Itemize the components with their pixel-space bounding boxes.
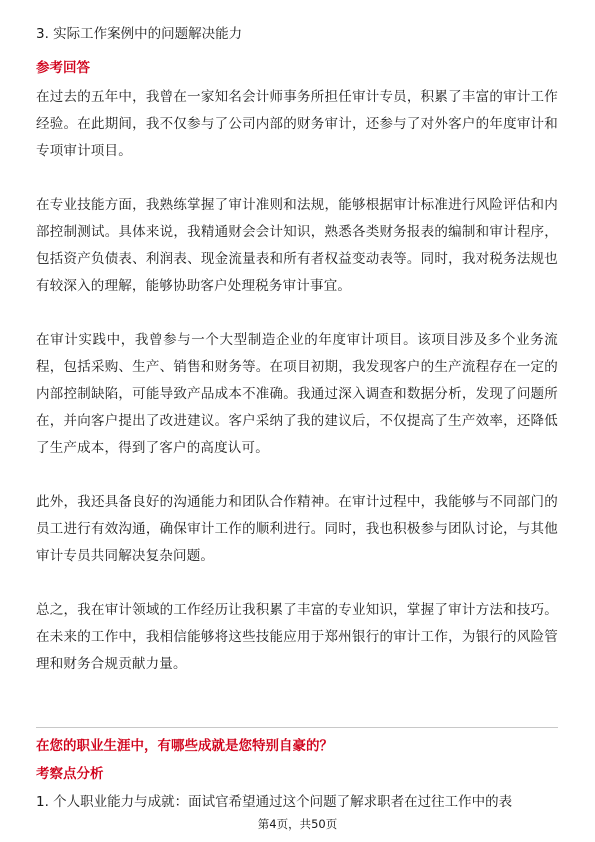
reference-answer-body	[36, 84, 558, 705]
analysis-label: 考察点分析	[36, 766, 104, 782]
answer-paragraph: 在过去的五年中，我曾在一家知名会计师事务所担任审计专员，积累了丰富的审计工作经验。在此期间，我不仅参与了公司内部的财务审计，还参与了对外客户的年度审计和专项审计项目。	[36, 89, 558, 159]
answer-paragraph: 总之，我在审计领域的工作经历让我积累了丰富的专业知识，掌握了审计方法和技巧。在未来的工作中，我相信能够将这些技能应用于郑州银行的审计工作，为银行的风险管理和财务合规贡献力量。	[36, 602, 558, 672]
page-footer: 第4页，共50页	[257, 817, 338, 831]
answer-paragraph: 此外，我还具备良好的沟通能力和团队合作精神。在审计过程中，我能够与不同部门的员工进行有效沟通，确保审计工作的顺利进行。同时，我也积极参与团队讨论，与其他审计专员共同解决复杂问题。	[36, 494, 558, 564]
interview-question: 在您的职业生涯中，有哪些成就是您特别自豪的？	[36, 738, 333, 754]
answer-paragraph: 在专业技能方面，我熟练掌握了审计准则和法规，能够根据审计标准进行风险评估和内部控制测试。具体来说，我精通财会会计知识，熟悉各类财务报表的编制和审计程序，包括资产负债表、利润表、现金流量表和所有者权益变动表等。同时，我对税务法规也有较深入的理解，能够协助客户处理税务审计事宜。	[36, 197, 558, 294]
reference-answer-label: 参考回答	[36, 60, 90, 76]
section-heading: 3. 实际工作案例中的问题解决能力	[36, 26, 243, 42]
answer-paragraph: 在审计实践中，我曾参与一个大型制造企业的年度审计项目。该项目涉及多个业务流程，包括采购、生产、销售和财务等。在项目初期，我发现客户的生产流程存在一定的内部控制缺陷，可能导致产品成本不准确。我通过深入调查和数据分析，发现了问题所在，并向客户提出了改进建议。客户采纳了我的建议后，不仅提高了生产效率，还降低了生产成本，得到了客户的高度认可。	[36, 332, 558, 456]
analysis-item: 1. 个人职业能力与成就：面试官希望通过这个问题了解求职者在过往工作中的表	[36, 794, 513, 810]
section-divider	[36, 727, 558, 728]
